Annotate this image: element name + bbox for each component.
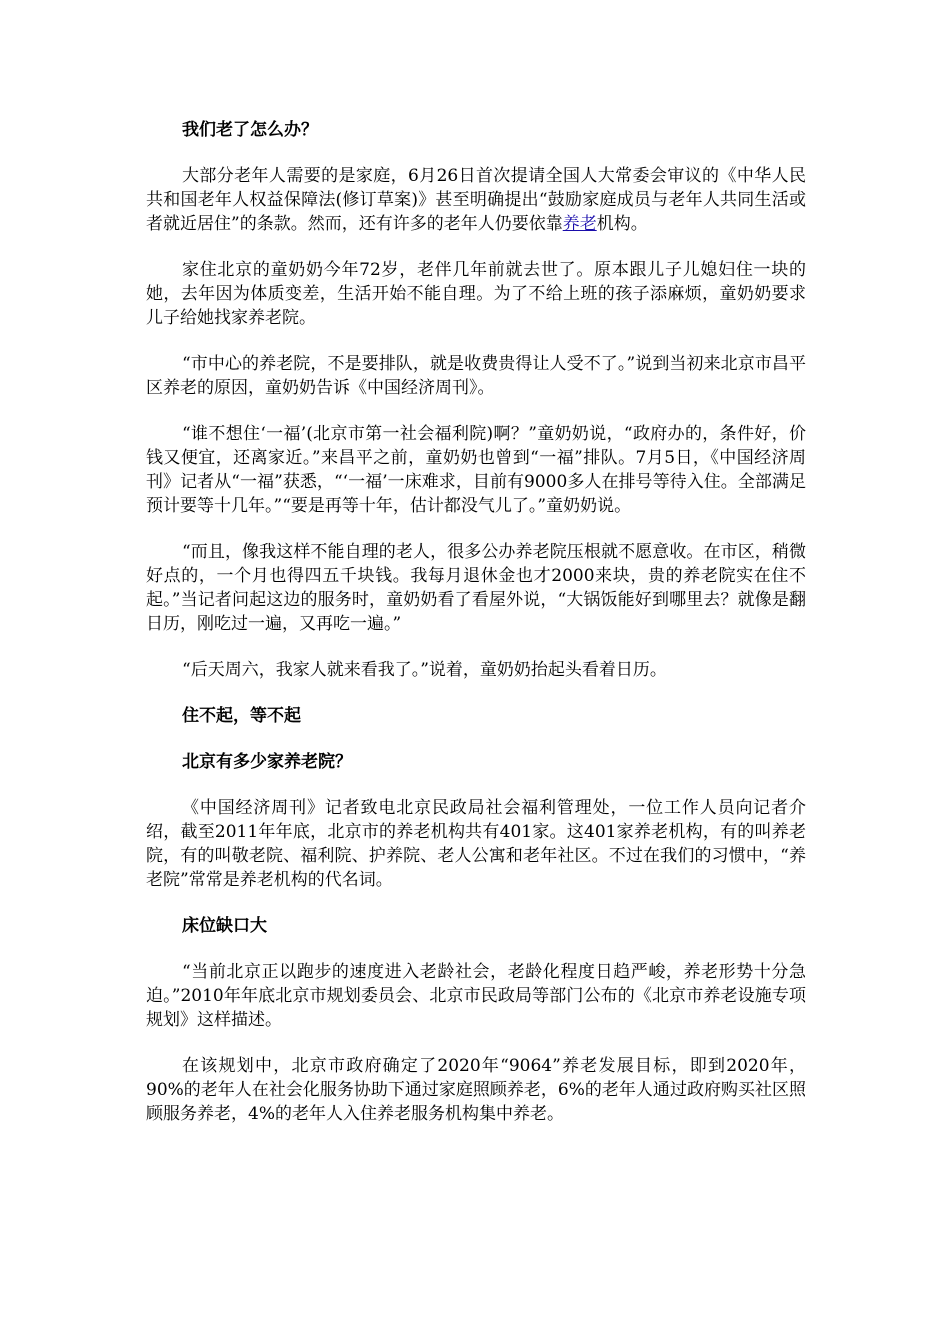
heading-how-many-homes: 北京有多少家养老院？ (182, 752, 352, 772)
paragraph-1 (146, 164, 806, 236)
paragraph-1-text-after: 机构。 (596, 214, 648, 234)
link-yanglao[interactable]: 养老 (562, 214, 597, 234)
paragraph-5: “而且，像我这样不能自理的老人，很多公办养老院压根就不愿意收。在市区，稍微好点的，一个月也得四五千块钱。我每月退休金也才2000来块，贵的养老院实在住不起。”当记者问起这边的服务时，童奶奶看了看屋外说，“大锅饭能好到哪里去？就像是翻日历，刚吃过一遍，又再吃一遍。” (146, 542, 806, 634)
paragraph-4: “谁不想住‘一福’(北京市第一社会福利院)啊？”童奶奶说，“政府办的，条件好，价钱又便宜，还离家近。”来昌平之前，童奶奶也曾到“一福”排队。7月5日，《中国经济周刊》记者从“一福”获悉，“‘一福’一床难求，目前有9000多人在排号等待入住。全部满足预计要等十几年。”“要是再等十年，估计都没气儿了。”童奶奶说。 (146, 424, 806, 516)
paragraph-8: “当前北京正以跑步的速度进入老龄社会，老龄化程度日趋严峻，养老形势十分急迫。”2010年年底北京市规划委员会、北京市民政局等部门公布的《北京市养老设施专项规划》这样描述。 (146, 962, 806, 1030)
paragraph-9: 在该规划中，北京市政府确定了2020年“9064”养老发展目标，即到2020年，90%的老年人在社会化服务协助下通过家庭照顾养老，6%的老年人通过政府购买社区照顾服务养老，4%的老年人入住养老服务机构集中养老。 (146, 1056, 806, 1124)
heading-cannot-afford: 住不起，等不起 (182, 706, 301, 726)
paragraph-2: 家住北京的童奶奶今年72岁，老伴几年前就去世了。原本跟儿子儿媳妇住一块的她，去年因为体质变差，生活开始不能自理。为了不给上班的孩子添麻烦，童奶奶要求儿子给她找家养老院。 (146, 260, 806, 328)
paragraph-6: “后天周六，我家人就来看我了。”说着，童奶奶抬起头看着日历。 (182, 660, 667, 680)
heading-bed-shortage: 床位缺口大 (182, 916, 267, 936)
paragraph-1-text-before: 大部分老年人需要的是家庭，6月26日首次提请全国人大常委会审议的《中华人民共和国老年人权益保障法(修订草案)》甚至明确提出“鼓励家庭成员与老年人共同生活或者就近居住”的条款。然而，还有许多的老年人仍要依靠 (146, 166, 806, 234)
heading-what-when-old: 我们老了怎么办？ (182, 120, 318, 140)
paragraph-7: 《中国经济周刊》记者致电北京民政局社会福利管理处，一位工作人员向记者介绍，截至2011年年底，北京市的养老机构共有401家。这401家养老机构，有的叫养老院，有的叫敬老院、福利院、护养院、老人公寓和老年社区。不过在我们的习惯中，“养老院”常常是养老机构的代名词。 (146, 798, 806, 890)
paragraph-3: “市中心的养老院，不是要排队，就是收费贵得让人受不了。”说到当初来北京市昌平区养老的原因，童奶奶告诉《中国经济周刊》。 (146, 354, 806, 398)
document-page (146, 118, 806, 1148)
